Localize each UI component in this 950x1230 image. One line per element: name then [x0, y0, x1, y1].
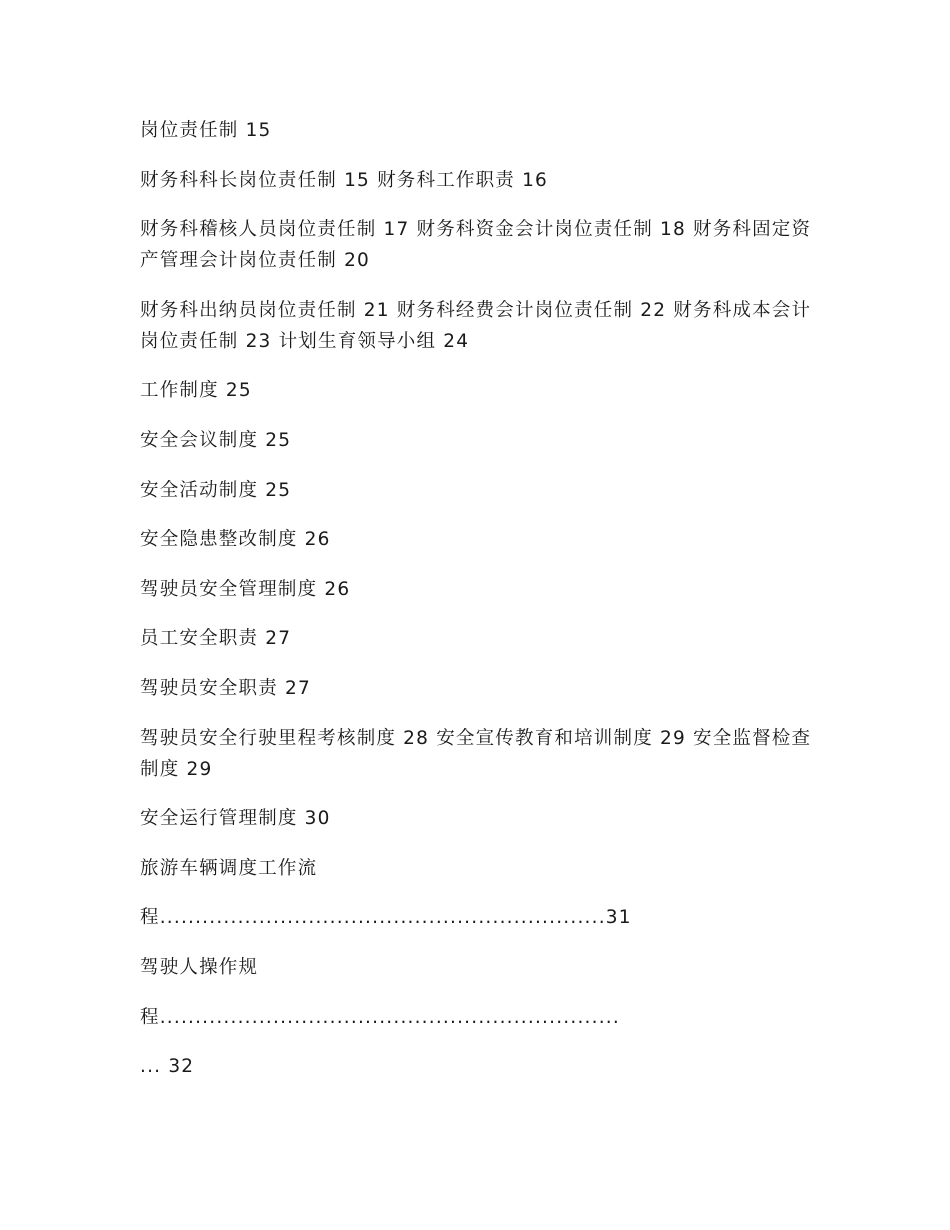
- toc-entry: 安全隐患整改制度 26: [140, 529, 331, 551]
- toc-page: [140, 115, 820, 1101]
- toc-entry: 驾驶员安全行驶里程考核制度 28 安全宣传教育和培训制度 29 安全监督检查制度 29: [140, 727, 812, 780]
- toc-entry: 员工安全职责 27: [140, 628, 292, 650]
- toc-entry: ... 32: [140, 1056, 195, 1078]
- toc-entry: 财务科稽核人员岗位责任制 17 财务科资金会计岗位责任制 18 财务科固定资产管理会计岗位责任制 20: [140, 219, 812, 272]
- toc-entry: 驾驶员安全职责 27: [140, 677, 311, 699]
- toc-entry: 程.................................................................: [140, 1006, 620, 1028]
- toc-entry: 财务科科长岗位责任制 15 财务科工作职责 16: [140, 169, 549, 191]
- toc-entry: 驾驶员安全管理制度 26: [140, 578, 351, 600]
- toc-entry: 安全运行管理制度 30: [140, 808, 331, 830]
- toc-entry: 工作制度 25: [140, 380, 252, 402]
- toc-entry: 岗位责任制 15: [140, 120, 272, 141]
- toc-entry: 安全会议制度 25: [140, 429, 292, 451]
- toc-entry: 程...............................................................31: [140, 907, 632, 929]
- toc-entry: 财务科出纳员岗位责任制 21 财务科经费会计岗位责任制 22 财务科成本会计岗位责任制 23 计划生育领导小组 24: [140, 299, 812, 352]
- toc-entry: 旅游车辆调度工作流: [140, 857, 318, 879]
- toc-entry: 安全活动制度 25: [140, 479, 292, 501]
- toc-entry: 驾驶人操作规: [140, 956, 259, 978]
